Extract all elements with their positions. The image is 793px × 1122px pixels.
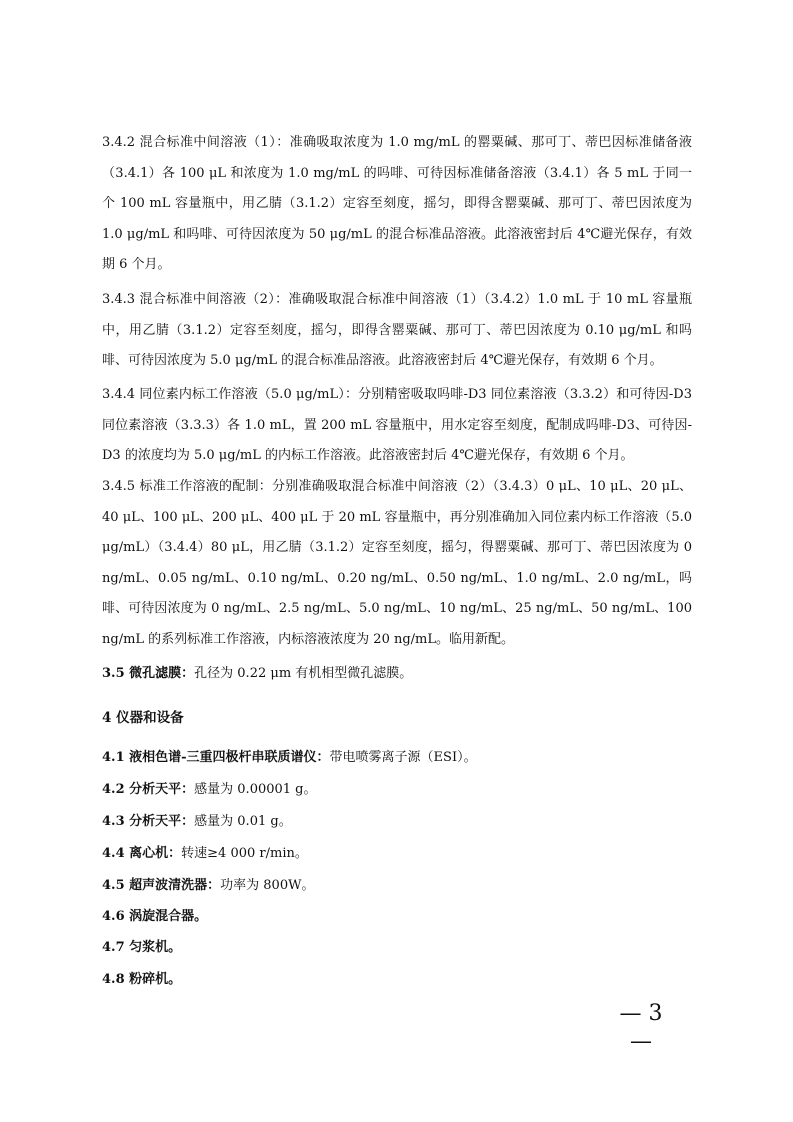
equipment-label: 4.4 离心机： — [102, 846, 182, 861]
page-number: — 3 — — [619, 1001, 663, 1054]
section-4-heading: 4 仪器和设备 — [102, 710, 184, 726]
equipment-text: 功率为 800W。 — [220, 878, 315, 893]
equipment-text: 感量为 0.00001 g。 — [194, 782, 317, 797]
equipment-text: 带电喷雾离子源（ESI）。 — [329, 750, 477, 765]
equipment-item-4-8 — [102, 970, 692, 990]
equipment-item-4-1 — [102, 748, 692, 768]
equipment-item-4-5 — [102, 876, 692, 896]
paragraph-3-4-5: 3.4.5 标准工作溶液的配制：分别准确吸取混合标准中间溶液（2）（3.4.3）0 μL、10 μL、20 μL、40 μL、100 μL、200 μL、400 μL 于 20 mL 容量瓶中，再分别准确加入同位素内标工作溶液（5.0 μg/mL）（3.4.4）80 μL，用乙腈（3.1.2）定容至刻度，摇匀，得罂粟碱、那可丁、蒂巴因浓度为 0 ng/mL、0.05 ng/mL、0.10 ng/mL、0.20 ng/mL、0.50 ng/mL、1.0 ng/mL、2.0 ng/mL，吗啡、可待因浓度为 0 ng/mL、2.5 ng/mL、5.0 ng/mL、10 ng/mL、25 ng/mL、50 ng/mL、100 ng/mL 的系列标准工作溶液，内标溶液浓度为 20 ng/mL。临用新配。 — [102, 479, 692, 647]
equipment-item-4-6 — [102, 907, 692, 927]
equipment-item-4-2 — [102, 780, 692, 800]
equipment-item-4-4 — [102, 844, 692, 864]
item-3-5 — [102, 664, 692, 684]
paragraph-3-4-2: 3.4.2 混合标准中间溶液（1）：准确吸取浓度为 1.0 mg/mL 的罂粟碱、那可丁、蒂巴因标准储备液（3.4.1）各 100 μL 和浓度为 1.0 mg/mL 的吗啡、可待因标准储备溶液（3.4.1）各 5 mL 于同一个 100 mL 容量瓶中，用乙腈（3.1.2）定容至刻度，摇匀，即得含罂粟碱、那可丁、蒂巴因浓度为 1.0 μg/mL 和吗啡、可待因浓度为 50 μg/mL 的混合标准品溶液。此溶液密封后 4℃避光保存，有效期 6 个月。 — [102, 135, 692, 273]
equipment-label: 4.1 液相色谱-三重四极杆串联质谱仪： — [102, 750, 330, 765]
equipment-label: 4.7 匀浆机。 — [102, 940, 182, 955]
paragraph-3-4-3: 3.4.3 混合标准中间溶液（2）：准确吸取混合标准中间溶液（1）（3.4.2）1.0 mL 于 10 mL 容量瓶中，用乙腈（3.1.2）定容至刻度，摇匀，即得含罂粟碱、那可丁、蒂巴因浓度为 0.10 μg/mL 和吗啡、可待因浓度为 5.0 μg/mL 的混合标准品溶液。此溶液密封后 4℃避光保存，有效期 6 个月。 — [102, 292, 692, 369]
item-3-5-label: 3.5 微孔滤膜： — [102, 666, 195, 681]
equipment-label: 4.6 涡旋混合器。 — [102, 909, 208, 924]
equipment-item-4-7 — [102, 938, 692, 958]
equipment-label: 4.3 分析天平： — [102, 814, 195, 829]
equipment-label: 4.8 粉碎机。 — [102, 972, 182, 987]
equipment-item-4-3 — [102, 812, 692, 832]
paragraph-3-4-4: 3.4.4 同位素内标工作溶液（5.0 μg/mL）：分别精密吸取吗啡-D3 同位素溶液（3.3.2）和可待因-D3 同位素溶液（3.3.3）各 1.0 mL，置 200 mL 容量瓶中，用水定容至刻度，配制成吗啡-D3、可待因-D3 的浓度均为 5.0 μg/mL 的内标工作溶液。此溶液密封后 4℃避光保存，有效期 6 个月。 — [102, 387, 692, 464]
equipment-label: 4.2 分析天平： — [102, 782, 195, 797]
equipment-label: 4.5 超声波清洗器： — [102, 878, 221, 893]
equipment-text: 感量为 0.01 g。 — [194, 814, 292, 829]
equipment-text: 转速≥4 000 r/min。 — [181, 846, 308, 861]
item-3-5-text: 孔径为 0.22 μm 有机相型微孔滤膜。 — [194, 666, 413, 681]
